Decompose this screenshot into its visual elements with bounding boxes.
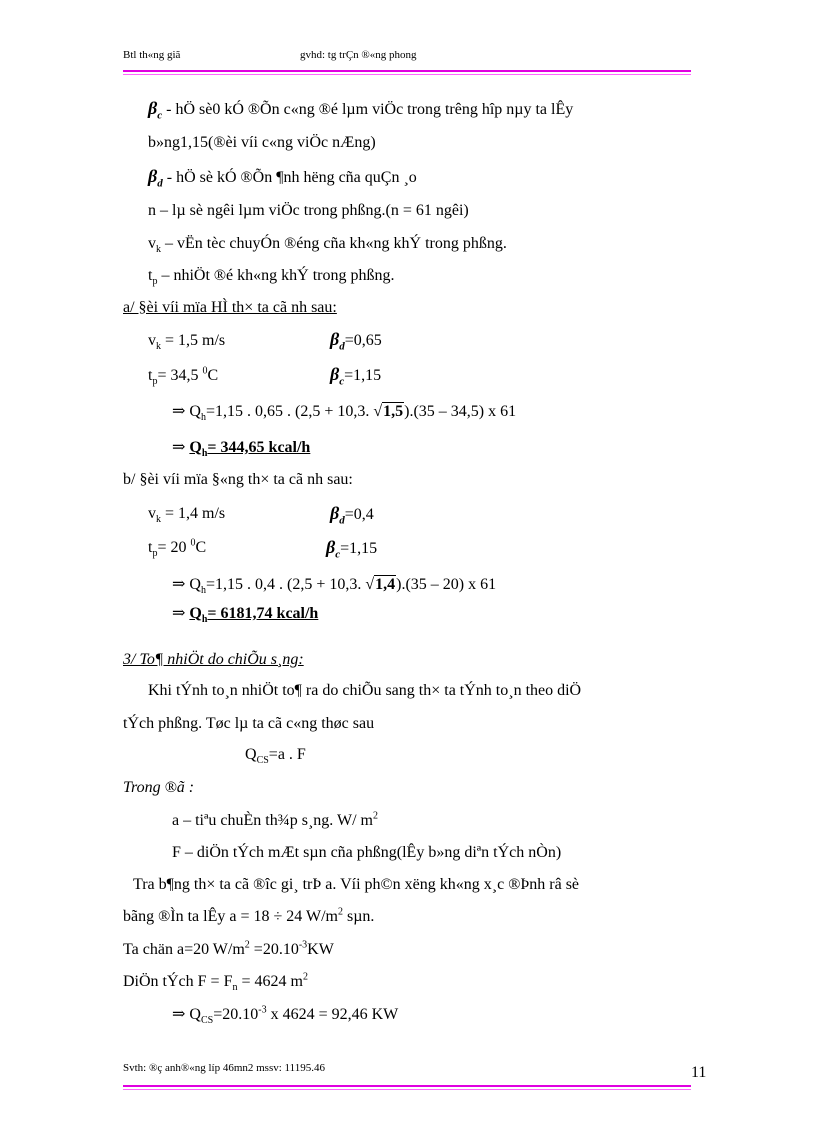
a-beta-d-value: $\beta_d=0,65$ bbox=[330, 329, 382, 353]
n-definition: n – lµ sè ngêi lµm viÖc trong phßng.(n = 61 ngêi) bbox=[148, 202, 469, 219]
vk-definition: $v_k$ – vËn tèc chuyÓn ®éng cña kh«ng khÝ trong phßng. bbox=[148, 235, 507, 256]
b-beta-c-value: $\beta_c=1,15$ bbox=[326, 537, 378, 561]
b-tp-value: $t_p= 20$ $^0$C bbox=[148, 537, 207, 560]
section-b-heading: b/ §èi víi mïa §«ng th× ta cã nh sau: bbox=[123, 471, 353, 488]
beta-c-text: - hÖ sè0 kÓ ®Õn c«ng ®é lµm viÖc trong trêng hîp nµy ta lÊy bbox=[166, 101, 574, 118]
footer-rule-thin bbox=[123, 1089, 691, 1090]
beta-c-line-cont: b»ng1,15(®èi víi c«ng viÖc nÆng) bbox=[148, 134, 376, 151]
header-rule bbox=[123, 70, 691, 72]
a-beta-c-value: $\beta_c=1,15$ bbox=[330, 364, 382, 388]
paragraph-table-2: bãng ®Ìn ta lÊy a = 18 ÷ 24 $W/m^2$ sµn. bbox=[123, 906, 375, 925]
footer-text: Svth: ®ç anh®«ng líp 46mn2 mssv: 11195.46 bbox=[123, 1062, 325, 1074]
beta-c-line bbox=[148, 98, 573, 120]
a-heat-equation: ⇒ $Q_h=1,15$ . 0,65 . (2,5 + 10,3. √1,5).(35 – 34,5) x 61 bbox=[172, 403, 517, 424]
beta-d-text: - hÖ sè kÓ ®Õn ¶nh hëng cña quÇn ¸o bbox=[166, 169, 417, 186]
beta-d-symbol: $\beta_d$ bbox=[148, 166, 163, 190]
b-heat-result: ⇒ $Q_h= 6181,74$ kcal/h bbox=[172, 605, 319, 626]
paragraph-lighting-2: tÝch phßng. Tøc lµ ta cã c«ng thøc sau bbox=[123, 715, 375, 732]
qcs-result: ⇒ $Q_{CS}=20.10^{-3}$ x 4624 = 92,46 KW bbox=[172, 1004, 399, 1027]
area-f: DiÖn tÝch $F = F_n = 4624$ $m^2$ bbox=[123, 971, 308, 994]
footer-rule bbox=[123, 1085, 691, 1087]
paragraph-lighting-1: Khi tÝnh to¸n nhiÖt to¶ ra do chiÕu sang th× ta tÝnh to¸n theo diÖ bbox=[148, 682, 582, 699]
a-tp-value: $t_p= 34,5$ $^0$C bbox=[148, 365, 219, 388]
a-definition: a – tiªu chuÈn th¾p s¸ng. W/ $m^2$ bbox=[172, 810, 378, 829]
header-right: gvhd: tg trÇn ®«ng phong bbox=[300, 49, 417, 61]
page-number: 11 bbox=[691, 1064, 707, 1081]
b-beta-d-value: $\beta_d=0,4$ bbox=[330, 503, 374, 527]
qcs-formula: $Q_{CS}=a$ . F bbox=[245, 746, 306, 767]
a-heat-result: ⇒ $Q_h= 344,65$ kcal/h bbox=[172, 439, 311, 460]
section-3-heading: 3/ To¶ nhiÖt do chiÕu s¸ng: bbox=[123, 651, 304, 668]
tp-definition: $t_p$ – nhiÖt ®é kh«ng khÝ trong phßng. bbox=[148, 267, 395, 288]
where-label: Trong ®ã : bbox=[123, 779, 195, 796]
beta-d-line bbox=[148, 166, 417, 188]
f-definition: F – diÖn tÝch mÆt sµn cña phßng(lÊy b»ng diªn tÝch nÒn) bbox=[172, 844, 562, 861]
b-heat-equation: ⇒ $Q_h=1,15$ . 0,4 . (2,5 + 10,3. √1,4).(35 – 20) x 61 bbox=[172, 576, 497, 597]
beta-c-symbol: $\beta_c$ bbox=[148, 98, 163, 122]
paragraph-table-1: Tra b¶ng th× ta cã ®îc gi¸ trÞ a. Víi ph©n xëng kh«ng x¸c ®Þnh râ sè bbox=[133, 876, 580, 893]
header-left: Btl th«ng giã bbox=[123, 49, 181, 61]
header-rule-thin bbox=[123, 74, 691, 75]
b-vk-value: $v_k = 1,4$ m/s bbox=[148, 505, 226, 526]
a-vk-value: $v_k = 1,5$ m/s bbox=[148, 332, 226, 353]
section-a-heading: a/ §èi víi mïa HÌ th× ta cã nh sau: bbox=[123, 299, 337, 316]
chosen-a: Ta chän a=20 $W/m^2 =20.10^{-3}KW$ bbox=[123, 939, 334, 958]
